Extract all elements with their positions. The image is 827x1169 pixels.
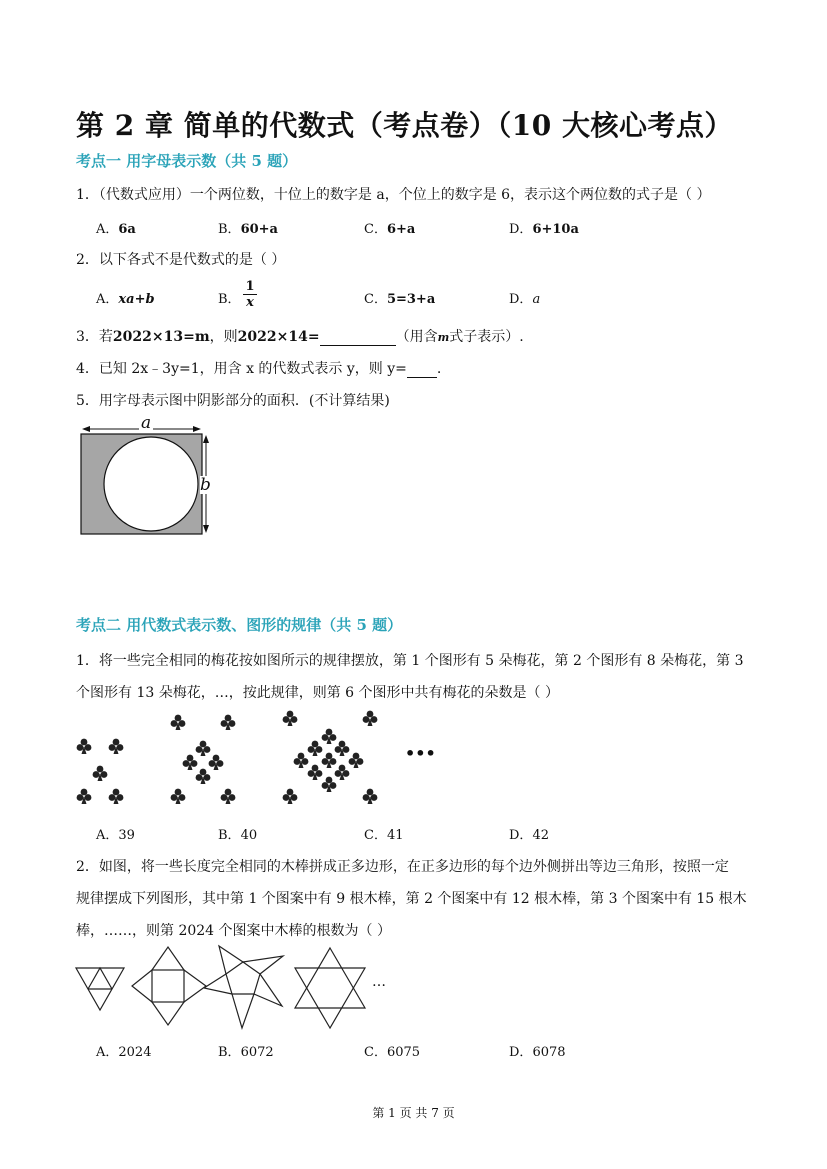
q1-2-option-b[interactable] [218,288,241,307]
option-value: 6075 [386,1045,421,1060]
option-label: A． [96,828,119,843]
label-a: a [141,413,152,433]
question-1-5-stem: 5．用字母表示图中阴影部分的面积．(不计算结果) [76,393,390,409]
page-title: 第 2 章 简单的代数式（考点卷）（10 大核心考点） [76,109,733,142]
fraction-denominator: x [243,294,257,310]
fraction-1-over-x[interactable] [243,279,257,310]
q3-var: m [437,331,450,344]
option-value: xa+b [118,292,155,307]
option-label: C． [364,292,387,307]
option-label: B． [218,222,241,237]
option-value: 6072 [240,1045,274,1060]
question-1-3 [76,326,524,346]
option-value: 6+10a [532,222,579,237]
option-value: 41 [386,828,404,843]
option-value: a [532,292,541,307]
option-value: 2024 [118,1045,152,1060]
question-1-1-stem: 1．（代数式应用）一个两位数，十位上的数字是 a，个位上的数字是 6，表示这个两位数的式子是（ ） [76,187,711,203]
q1-1-option-b[interactable] [218,218,278,237]
question-2-1-line2: 个图形有 13 朵梅花，…，按此规律，则第 6 个图形中共有梅花的朵数是（ ） [76,685,559,701]
option-value: 5=3+a [386,292,436,307]
option-label: D． [509,292,533,307]
q3-expr1: 2022×13=m [112,329,210,345]
option-label: D． [509,828,533,843]
option-label: D． [509,1045,533,1060]
q3-pre: 3．若 [76,329,113,345]
q1-1-option-c[interactable] [364,218,415,237]
option-value: 6+a [386,222,416,237]
width-arrow-left-head [82,426,90,432]
q2-1-option-c[interactable] [364,824,404,843]
option-value: 40 [240,828,258,843]
section-heading-2: 考点二 用代数式表示数、图形的规律（共 5 题） [76,616,403,634]
q2-2-option-b[interactable] [218,1041,274,1060]
figure-pentagon [204,946,283,1028]
answer-blank[interactable] [320,329,396,346]
question-1-2-stem: 2．以下各式不是代数式的是（ ） [76,252,286,268]
q1-2-option-d[interactable] [509,288,540,307]
inscribed-circle [104,437,198,531]
figure-triangle [76,968,124,1010]
option-value: 39 [118,828,135,843]
option-label: C． [364,222,387,237]
q3-tail: 式子表示）. [449,329,524,345]
q2-2-option-c[interactable] [364,1041,420,1060]
figure-ellipsis-2: … [372,974,386,990]
width-arrow-right-head [193,426,201,432]
question-2-2-line3: 棒，……，则第 2024 个图案中木棒的根数为（ ） [76,923,391,939]
option-value: 6078 [532,1045,566,1060]
height-arrow-bottom-head [203,525,209,533]
rectangle-circle-figure [76,413,216,538]
q2-2-option-d[interactable] [509,1041,566,1060]
figure-hexagram [295,948,365,1028]
q1-1-option-a[interactable] [96,218,136,237]
question-2-2-line2: 规律摆成下列图形，其中第 1 个图案中有 9 根木棒，第 2 个图案中有 12 根木棒，第 3 个图案中有 15 根木 [76,891,747,907]
q1-2-option-a[interactable] [96,288,155,307]
question-1-4 [76,358,441,378]
section-heading-1: 考点一 用字母表示数（共 5 题） [76,152,298,170]
option-value: 6a [118,222,136,237]
plum-blossom-figures [70,710,420,810]
figure-2-blossoms [171,715,236,804]
figure-ellipsis: ••• [405,744,436,763]
q1-1-option-d[interactable] [509,218,579,237]
q3-post: （用含 [395,329,438,345]
figure-square [132,947,206,1025]
option-label: A． [96,222,119,237]
figure-1-blossoms [77,739,124,804]
option-label: B． [218,292,241,307]
question-2-1-line1: 1．将一些完全相同的梅花按如图所示的规律摆放，第 1 个图形有 5 朵梅花，第 2 个图形有 8 朵梅花，第 3 [76,653,744,669]
q4-post: . [436,361,442,377]
option-value: 42 [532,828,549,843]
question-2-2-line1: 2．如图，将一些长度完全相同的木棒拼成正多边形，在正多边形的每个边外侧拼出等边三角形，按照一定 [76,859,729,875]
option-label: A． [96,292,119,307]
q2-1-option-a[interactable] [96,824,135,843]
stick-polygon-figures [70,942,400,1032]
option-label: B． [218,828,241,843]
option-label: B． [218,1045,241,1060]
q1-2-option-c[interactable] [364,288,435,307]
option-label: C． [364,1045,387,1060]
q3-expr2: 2022×14= [237,329,320,345]
option-label: D． [509,222,533,237]
q2-1-option-b[interactable] [218,824,257,843]
answer-blank[interactable] [407,361,437,378]
option-value: 60+a [240,222,278,237]
q3-mid: ，则 [209,329,238,345]
option-label: A． [96,1045,119,1060]
q4-pre: 4．已知 2x﹣3y=1，用含 x 的代数式表示 y，则 y= [76,361,407,377]
page-footer: 第 1 页 共 7 页 [372,1106,455,1120]
q2-1-option-d[interactable] [509,824,549,843]
option-label: C． [364,828,387,843]
figure-3-blossoms [283,711,378,804]
height-arrow-top-head [203,435,209,443]
q2-2-option-a[interactable] [96,1041,151,1060]
label-b: b [200,475,211,495]
fraction-numerator: 1 [245,279,255,294]
